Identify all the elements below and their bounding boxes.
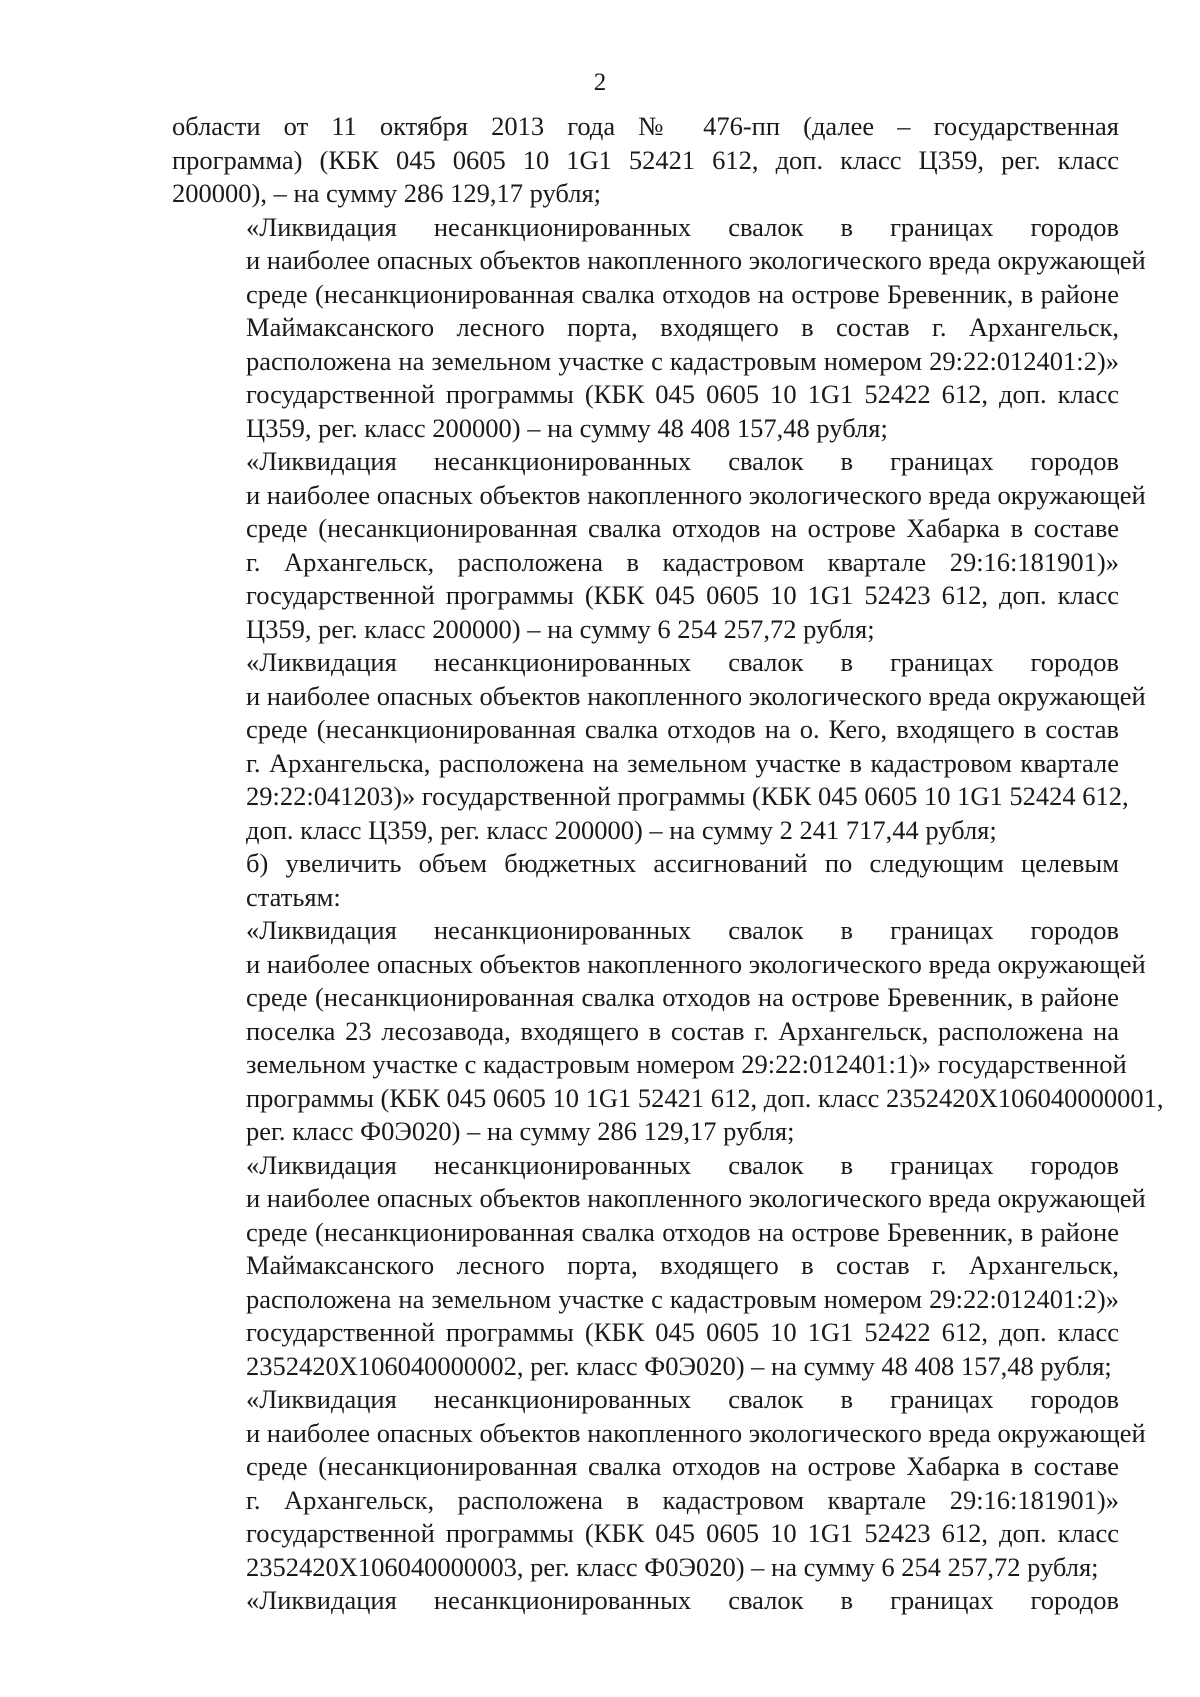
text-line: «Ликвидация несанкционированных свалок в границах городов xyxy=(246,211,1119,242)
text-line: Маймаксанского лесного порта, входящего в состав г. Архангельск, xyxy=(246,1250,1119,1280)
text-line: Ц359, рег. класс 200000) – на сумму 6 254 257,72 рубля; xyxy=(246,613,875,644)
text-line: среде (несанкционированная свалка отходов на острове Бревенник, в районе xyxy=(246,1216,1119,1247)
text-line: и наиболее опасных объектов накопленного экологического вреда окружающей xyxy=(246,680,1146,711)
text-line: среде (несанкционированная свалка отходов на острове Бревенник, в районе xyxy=(246,278,1119,309)
text-line: расположена на земельном участке с кадастровым номером 29:22:012401:2)» xyxy=(246,345,1119,376)
text-line: «Ликвидация несанкционированных свалок в границах городов xyxy=(246,1384,1119,1414)
text-line: программа) (КБК 045 0605 10 1G1 52421 612, доп. класс Ц359, рег. класс xyxy=(172,144,1119,175)
document-body xyxy=(172,110,1164,1618)
text-line: государственной программы (КБК 045 0605 10 1G1 52423 612, доп. класс xyxy=(246,1518,1119,1548)
text-line: 200000), – на сумму 286 129,17 рубля; xyxy=(172,178,602,208)
text-line: 2352420Х106040000002, рег. класс Ф0Э020) – на сумму 48 408 157,48 рубля; xyxy=(246,1350,1112,1381)
text-line: статьям: xyxy=(246,881,341,912)
text-line: расположена на земельном участке с кадастровым номером 29:22:012401:2)» xyxy=(246,1283,1119,1314)
text-line: среде (несанкционированная свалка отходов на острове Хабарка в составе xyxy=(246,1451,1119,1481)
text-line: рег. класс Ф0Э020) – на сумму 286 129,17 рубля; xyxy=(246,1116,795,1146)
text-line: и наиболее опасных объектов накопленного экологического вреда окружающей xyxy=(246,479,1146,510)
paragraph xyxy=(172,1149,1146,1384)
text-line: «Ликвидация несанкционированных свалок в границах городов xyxy=(246,1585,1119,1615)
text-line: и наиболее опасных объектов накопленного экологического вреда окружающей xyxy=(246,1417,1146,1448)
text-line: и наиболее опасных объектов накопленного экологического вреда окружающей xyxy=(246,948,1146,979)
text-line: 2352420Х106040000003, рег. класс Ф0Э020) – на сумму 6 254 257,72 рубля; xyxy=(246,1551,1099,1582)
text-line: программы (КБК 045 0605 10 1G1 52421 612, доп. класс 2352420Х106040000001, xyxy=(246,1082,1164,1113)
text-line: поселка 23 лесозавода, входящего в состав г. Архангельск, расположена на xyxy=(246,1015,1119,1046)
text-line: г. Архангельска, расположена на земельном участке в кадастровом квартале xyxy=(246,747,1119,778)
text-line: и наиболее опасных объектов накопленного экологического вреда окружающей xyxy=(246,245,1146,275)
paragraph xyxy=(172,914,1164,1149)
paragraph xyxy=(172,110,1119,211)
paragraph xyxy=(172,1383,1146,1584)
text-line: Ц359, рег. класс 200000) – на сумму 48 408 157,48 рубля; xyxy=(246,412,888,443)
text-line: «Ликвидация несанкционированных свалок в границах городов xyxy=(246,915,1119,945)
text-line: области от 11 октября 2013 года № 476-пп (далее – государственная xyxy=(172,111,1119,141)
text-line: государственной программы (КБК 045 0605 10 1G1 52422 612, доп. класс xyxy=(246,1317,1119,1347)
text-line: 29:22:041203)» государственной программы (КБК 045 0605 10 1G1 52424 612, xyxy=(246,781,1129,811)
text-line: б) увеличить объем бюджетных ассигнований по следующим целевым xyxy=(246,848,1119,878)
text-line: доп. класс Ц359, рег. класс 200000) – на сумму 2 241 717,44 рубля; xyxy=(246,814,997,845)
text-line: «Ликвидация несанкционированных свалок в границах городов xyxy=(246,647,1119,677)
text-line: среде (несанкционированная свалка отходов на острове Бревенник, в районе xyxy=(246,982,1119,1012)
paragraph xyxy=(172,445,1146,646)
paragraph xyxy=(172,847,1119,914)
paragraph xyxy=(172,211,1146,446)
page-number: 2 xyxy=(593,69,607,96)
text-line: государственной программы (КБК 045 0605 10 1G1 52422 612, доп. класс xyxy=(246,379,1119,409)
text-line: и наиболее опасных объектов накопленного экологического вреда окружающей xyxy=(246,1183,1146,1213)
text-line: г. Архангельск, расположена в кадастровом квартале 29:16:181901)» xyxy=(246,1484,1119,1515)
text-line: государственной программы (КБК 045 0605 10 1G1 52423 612, доп. класс xyxy=(246,580,1119,610)
paragraph xyxy=(172,646,1146,847)
text-line: «Ликвидация несанкционированных свалок в границах городов xyxy=(246,1149,1119,1180)
text-line: Маймаксанского лесного порта, входящего в состав г. Архангельск, xyxy=(246,312,1119,342)
text-line: среде (несанкционированная свалка отходов на острове Хабарка в составе xyxy=(246,513,1119,543)
paragraph xyxy=(172,1584,1119,1618)
text-line: «Ликвидация несанкционированных свалок в границах городов xyxy=(246,446,1119,476)
text-line: г. Архангельск, расположена в кадастровом квартале 29:16:181901)» xyxy=(246,546,1119,577)
text-line: среде (несанкционированная свалка отходов на о. Кего, входящего в состав xyxy=(246,714,1119,744)
text-line: земельном участке с кадастровым номером 29:22:012401:1)» государственной xyxy=(246,1049,1127,1079)
